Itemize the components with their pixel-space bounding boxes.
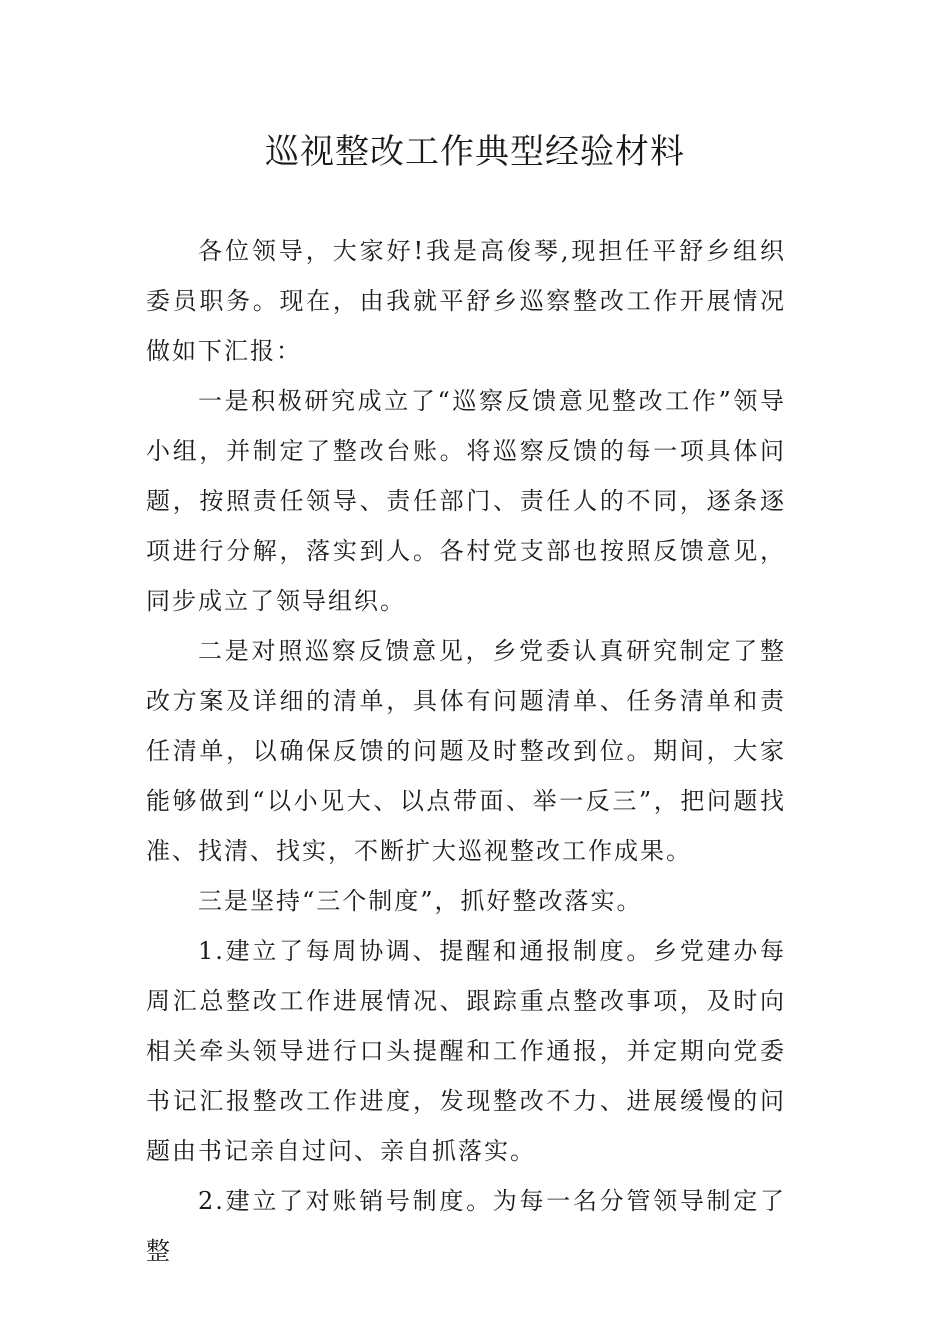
paragraph-point-one: 一是积极研究成立了“巡察反馈意见整改工作”领导小组，并制定了整改台账。将巡察反馈的每一项具体问题，按照责任领导、责任部门、责任人的不同，逐条逐项进行分解，落实到人。各村党支部也按照反馈意见，同步成立了领导组织。: [146, 387, 786, 615]
paragraph-point-three: 三是坚持“三个制度”，抓好整改落实。: [198, 887, 643, 915]
paragraph-greeting: 各位领导，大家好!我是高俊琴,现担任平舒乡组织委员职务。现在，由我就平舒乡巡察整改工作开展情况做如下汇报：: [146, 237, 786, 365]
paragraph-point-two: 二是对照巡察反馈意见，乡党委认真研究制定了整改方案及详细的清单，具体有问题清单、任务清单和责任清单，以确保反馈的问题及时整改到位。期间，大家能够做到“以小见大、以点带面、举一反三”，把问题找准、找清、找实，不断扩大巡视整改工作成果。: [146, 637, 786, 865]
document-title: 巡视整改工作典型经验材料: [265, 132, 685, 172]
document-body: [146, 226, 786, 1276]
paragraph-item-one: 1.建立了每周协调、提醒和通报制度。乡党建办每周汇总整改工作进展情况、跟踪重点整改事项，及时向相关牵头领导进行口头提醒和工作通报，并定期向党委书记汇报整改工作进度，发现整改不力、进展缓慢的问题由书记亲自过问、亲自抓落实。: [146, 937, 786, 1165]
paragraph-item-two: 2.建立了对账销号制度。为每一名分管领导制定了整: [146, 1187, 786, 1265]
